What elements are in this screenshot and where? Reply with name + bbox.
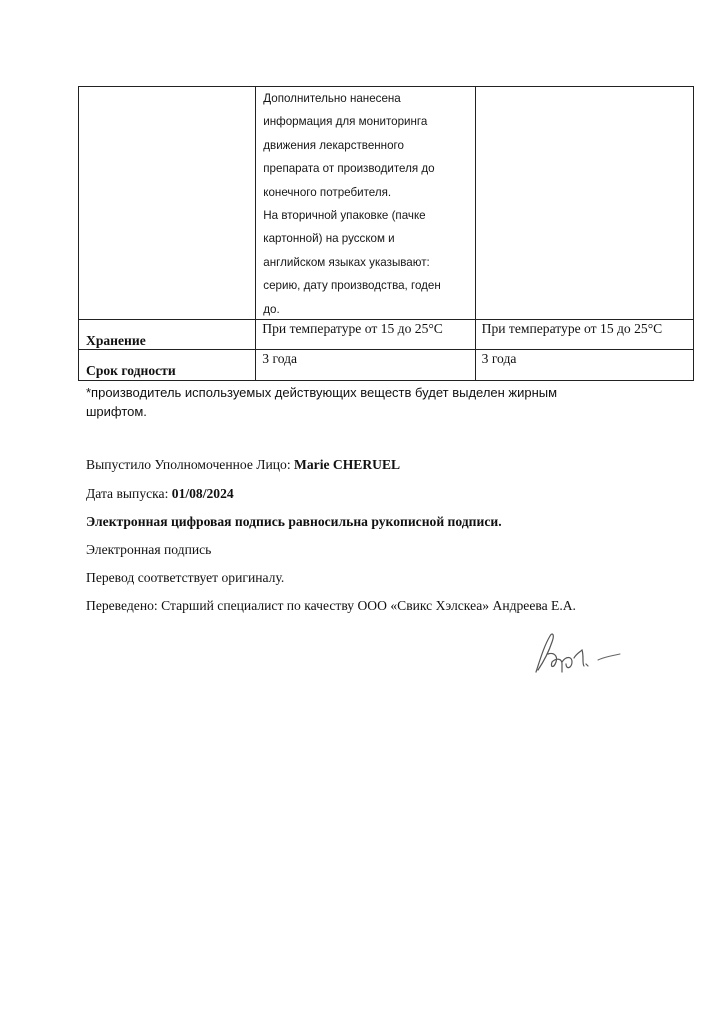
desc-line: информация для мониторинга — [263, 115, 428, 129]
storage-value-2: При температуре от 15 до 25°С — [475, 320, 693, 350]
desc-line: серию, дату производства, годен — [263, 279, 441, 293]
desc-line: На вторичной упаковке (пачке — [263, 209, 426, 223]
shelf-life-label: Срок годности — [79, 350, 256, 381]
released-by-label: Выпустило Уполномоченное Лицо: — [86, 457, 291, 472]
desc-line: движения лекарственного — [263, 138, 404, 152]
shelf-life-value-2: 3 года — [475, 350, 693, 381]
translated-by: Переведено: Старший специалист по качеству ООО «Свикс Хэлскеа» Андреева Е.А. — [86, 598, 576, 613]
desc-line: конечного потребителя. — [263, 185, 392, 199]
desc-line: Дополнительно нанесена — [263, 92, 401, 105]
cell-empty — [475, 87, 693, 320]
cell-labeling-description — [256, 87, 475, 320]
translation-note: Перевод соответствует оригиналу. — [86, 570, 285, 585]
desc-line: картонной) на русском и — [263, 232, 395, 246]
release-date-line — [86, 486, 234, 502]
desc-line: препарата от производителя до — [263, 162, 435, 176]
released-by-name: Marie CHERUEL — [294, 457, 401, 472]
footnote: *производитель используемых действующих веществ будет выделен жирным шрифтом. — [86, 385, 558, 419]
signature-note: Электронная цифровая подпись равносильна рукописной подписи. — [86, 514, 502, 529]
shelf-life-value-1: 3 года — [256, 350, 475, 381]
storage-value-1: При температуре от 15 до 25°С — [256, 320, 475, 350]
release-date-value: 01/08/2024 — [171, 486, 234, 501]
table-row-labeling — [79, 87, 694, 320]
handwritten-signature — [528, 628, 628, 678]
desc-line: английском языках указывают: — [263, 255, 430, 269]
storage-label: Хранение — [79, 320, 256, 350]
electronic-signature: Электронная подпись — [86, 542, 212, 557]
cell-label-empty — [79, 87, 256, 320]
table-row-storage — [79, 320, 694, 350]
release-date-label: Дата выпуска: — [86, 486, 169, 501]
desc-line: до. — [263, 302, 280, 316]
released-by-line — [86, 457, 400, 473]
spec-table — [78, 86, 694, 381]
table-row-shelf-life — [79, 350, 694, 381]
